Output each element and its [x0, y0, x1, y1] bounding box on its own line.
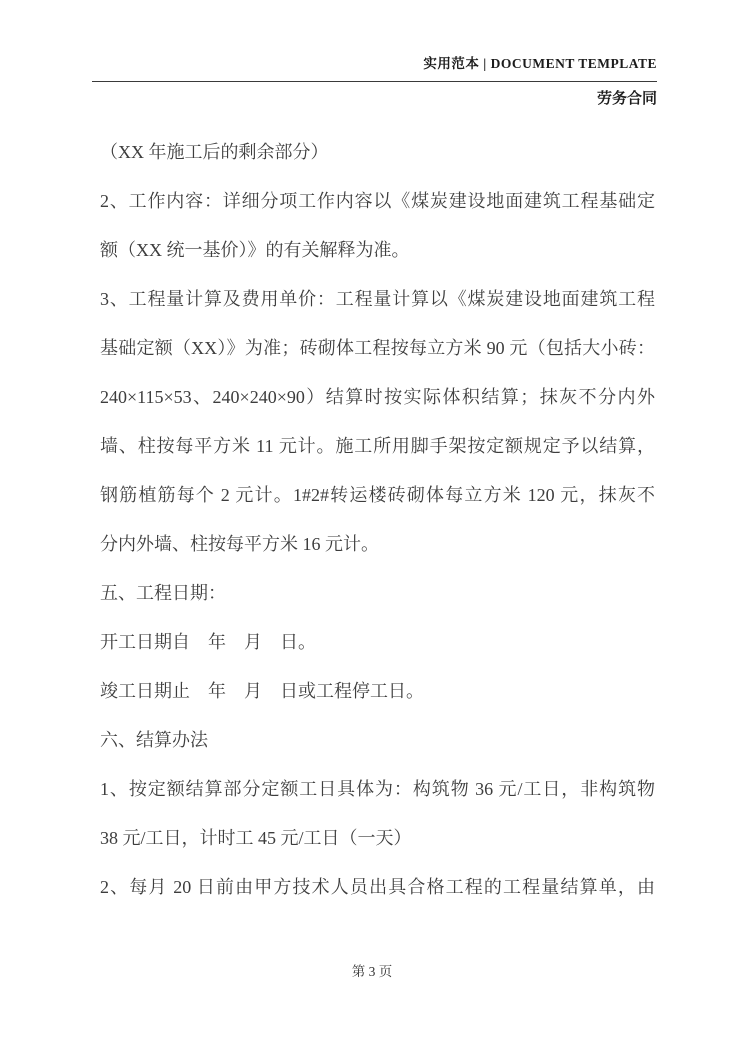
page-footer [0, 957, 744, 987]
document-title: 劳务合同 [596, 91, 657, 107]
body-line: 基础定额（XX）》为准；砖砌体工程按每立方米 90 元（包括大小砖： [100, 338, 655, 358]
body-line: 五、工程日期： [100, 583, 226, 603]
header-divider [92, 81, 657, 82]
body-line: 2、每月 20 日前由甲方技术人员出具合格工程的工程量结算单，由 [100, 877, 655, 897]
brand-text: 实用范本 | DOCUMENT TEMPLATE [423, 56, 657, 71]
page-number-label: 第 3 页 [351, 964, 393, 979]
document-body [100, 128, 655, 912]
body-line: 1、按定额结算部分定额工日具体为：构筑物 36 元/工日，非构筑物 [100, 779, 655, 799]
body-line: 墙、柱按每平方米 11 元计。施工所用脚手架按定额规定予以结算， [100, 436, 655, 456]
body-line: （XX 年施工后的剩余部分） [100, 142, 329, 162]
body-line: 分内外墙、柱按每平方米 16 元计。 [100, 534, 379, 554]
body-line: 38 元/工日，计时工 45 元/工日（一天） [100, 828, 412, 848]
body-line: 开工日期自 年 月 日。 [100, 632, 316, 652]
body-line: 240×115×53、240×240×90）结算时按实际体积结算；抹灰不分内外 [100, 387, 655, 407]
body-line: 3、工程量计算及费用单价：工程量计算以《煤炭建设地面建筑工程 [100, 289, 655, 309]
body-line: 竣工日期止 年 月 日或工程停工日。 [100, 681, 424, 701]
body-line: 2、工作内容：详细分项工作内容以《煤炭建设地面建筑工程基础定 [100, 191, 655, 211]
body-line: 额（XX 统一基价）》的有关解释为准。 [100, 240, 410, 260]
body-line: 六、结算办法 [100, 730, 208, 750]
page-header [92, 52, 657, 108]
body-line: 钢筋植筋每个 2 元计。1#2#转运楼砖砌体每立方米 120 元，抹灰不 [100, 485, 655, 505]
